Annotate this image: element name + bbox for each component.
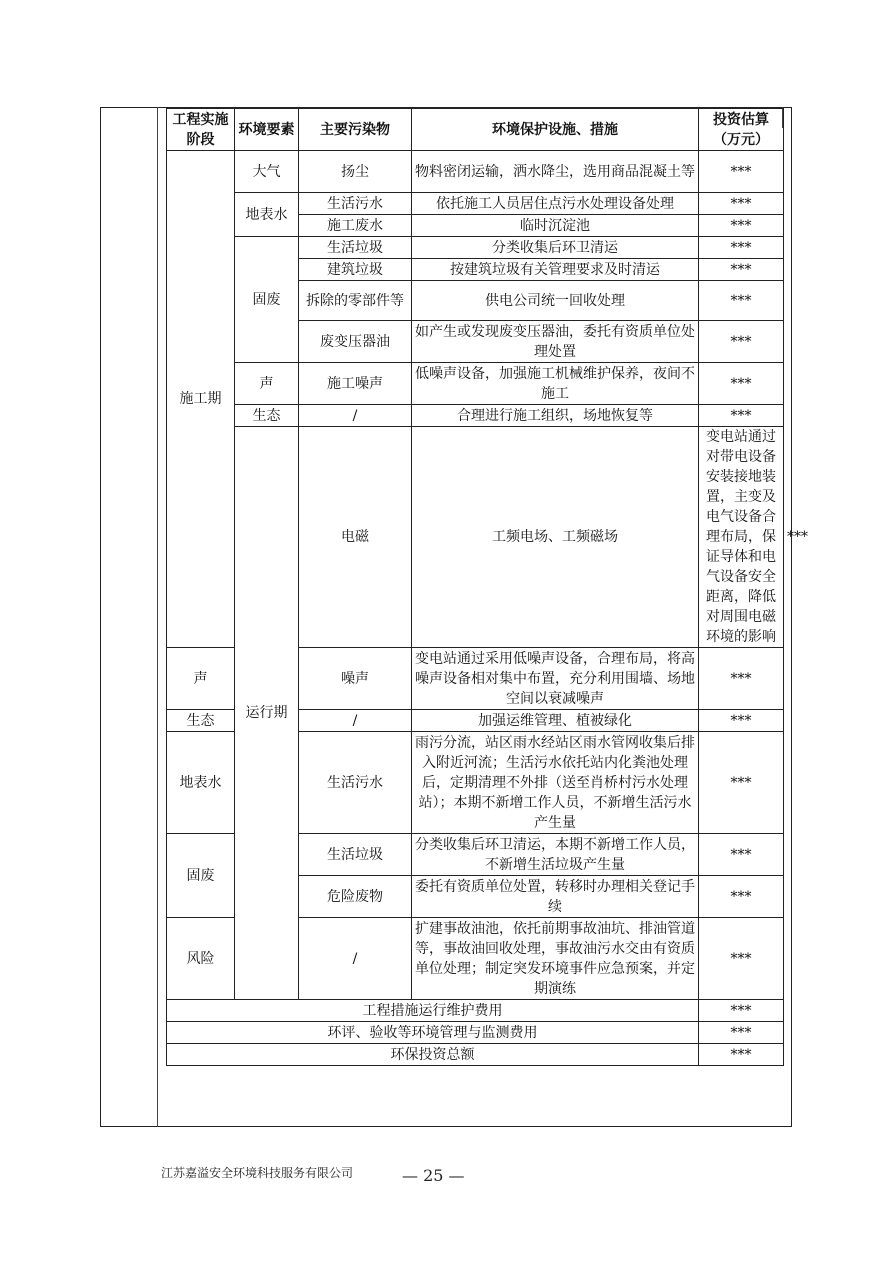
investment-cell: *** [699, 834, 784, 876]
element-cell: 风险 [167, 918, 235, 1000]
summary-row [167, 1044, 784, 1066]
summary-label: 环评、验收等环境管理与监测费用 [167, 1022, 699, 1044]
pollutant-cell: 扬尘 [299, 151, 412, 193]
investment-cell: *** [699, 193, 784, 215]
investment-cell: *** [699, 215, 784, 237]
investment-cell: *** [699, 281, 784, 321]
table-row [167, 405, 784, 427]
investment-cell: *** [699, 1000, 784, 1022]
table-header-row [167, 109, 784, 151]
element-cell: 地表水 [167, 732, 235, 834]
header-pollutant: 主要污染物 [299, 109, 412, 151]
pollutant-cell: 生活污水 [299, 732, 412, 834]
table-row [167, 151, 784, 193]
environmental-investment-table [166, 108, 808, 1066]
measure-cell: 临时沉淀池 [412, 215, 699, 237]
summary-label: 工程措施运行维护费用 [167, 1000, 699, 1022]
measure-cell: 如产生或发现废变压器油，委托有资质单位处理处置 [412, 321, 699, 363]
table-row [167, 363, 784, 405]
pollutant-cell: 噪声 [299, 648, 412, 710]
element-cell: 固废 [167, 834, 235, 918]
pollutant-cell: 建筑垃圾 [299, 259, 412, 281]
measure-cell: 依托施工人员居住点污水处理设备处理 [412, 193, 699, 215]
pollutant-cell: 工频电场、工频磁场 [412, 427, 699, 648]
summary-row [167, 1000, 784, 1022]
element-cell: 地表水 [235, 193, 299, 237]
investment-cell: *** [699, 918, 784, 1000]
investment-cell: *** [699, 1044, 784, 1066]
phase-construction: 施工期 [167, 151, 235, 648]
element-cell: 生态 [235, 405, 299, 427]
measure-cell: 物料密闭运输，洒水降尘，选用商品混凝土等 [412, 151, 699, 193]
header-investment: 投资估算（万元） [699, 109, 784, 151]
phase-operation: 运行期 [235, 427, 299, 1000]
element-cell: 电磁 [299, 427, 412, 648]
summary-label: 环保投资总额 [167, 1044, 699, 1066]
investment-cell: *** [699, 710, 784, 732]
pollutant-cell: 生活垃圾 [299, 834, 412, 876]
left-margin-rule [157, 107, 158, 1127]
table-row: 运行期 电磁 工频电场、工频磁场 变电站通过对带电设备安装接地装置，主变及电气设备合理布局，保证导体和电气设备安全距离，降低对周围电磁环境的影响 *** [167, 427, 784, 648]
element-cell: 声 [167, 648, 235, 710]
investment-cell: *** [699, 732, 784, 834]
header-element: 环境要素 [235, 109, 299, 151]
footer-company-name: 江苏嘉溢安全环境科技服务有限公司 [161, 1166, 354, 1180]
measure-cell: 低噪声设备，加强施工机械维护保养，夜间不施工 [412, 363, 699, 405]
investment-cell: *** [699, 237, 784, 259]
investment-cell: *** [699, 151, 784, 193]
header-phase: 工程实施阶段 [167, 109, 235, 151]
measure-cell: 扩建事故油池，依托前期事故油坑、排油管道等，事故油回收处理，事故油污水交由有资质单位处理；制定突发环境事件应急预案，并定期演练 [412, 918, 699, 1000]
measure-cell: 加强运维管理、植被绿化 [412, 710, 699, 732]
pollutant-cell: / [299, 918, 412, 1000]
element-cell: 固废 [235, 237, 299, 363]
measure-cell: 供电公司统一回收处理 [412, 281, 699, 321]
investment-cell: *** [699, 259, 784, 281]
summary-row [167, 1022, 784, 1044]
pollutant-cell: 施工废水 [299, 215, 412, 237]
measure-cell: 合理进行施工组织，场地恢复等 [412, 405, 699, 427]
element-cell: 生态 [167, 710, 235, 732]
investment-cell: *** [699, 363, 784, 405]
element-cell: 大气 [235, 151, 299, 193]
measure-cell: 雨污分流，站区雨水经站区雨水管网收集后排入附近河流；生活污水依托站内化粪池处理后，定期清理不外排（送至肖桥村污水处理站）；本期不新增工作人员，不新增生活污水产生量 [412, 732, 699, 834]
pollutant-cell: 危险废物 [299, 876, 412, 918]
measure-cell: 变电站通过对带电设备安装接地装置，主变及电气设备合理布局，保证导体和电气设备安全距离，降低对周围电磁环境的影响 [699, 427, 784, 648]
measure-cell: 分类收集后环卫清运，本期不新增工作人员，不新增生活垃圾产生量 [412, 834, 699, 876]
table-row [167, 237, 784, 259]
pollutant-cell: 生活污水 [299, 193, 412, 215]
measure-cell: 委托有资质单位处置，转移时办理相关登记手续 [412, 876, 699, 918]
pollutant-cell: / [299, 710, 412, 732]
measure-cell: 按建筑垃圾有关管理要求及时清运 [412, 259, 699, 281]
pollutant-cell: 生活垃圾 [299, 237, 412, 259]
page-number: — 25 — [402, 1166, 465, 1185]
measure-cell: 变电站通过采用低噪声设备，合理布局，将高噪声设备相对集中布置，充分利用围墙、场地空间以衰减噪声 [412, 648, 699, 710]
pollutant-cell: 施工噪声 [299, 363, 412, 405]
header-measure: 环境保护设施、措施 [412, 109, 699, 151]
investment-cell: *** [699, 405, 784, 427]
investment-cell: *** [699, 1022, 784, 1044]
pollutant-cell: / [299, 405, 412, 427]
element-cell: 声 [235, 363, 299, 405]
pollutant-cell: 废变压器油 [299, 321, 412, 363]
table-row [167, 193, 784, 215]
pollutant-cell: 拆除的零部件等 [299, 281, 412, 321]
investment-cell: *** [699, 648, 784, 710]
investment-cell: *** [699, 876, 784, 918]
measure-cell: 分类收集后环卫清运 [412, 237, 699, 259]
investment-cell: *** [699, 321, 784, 363]
